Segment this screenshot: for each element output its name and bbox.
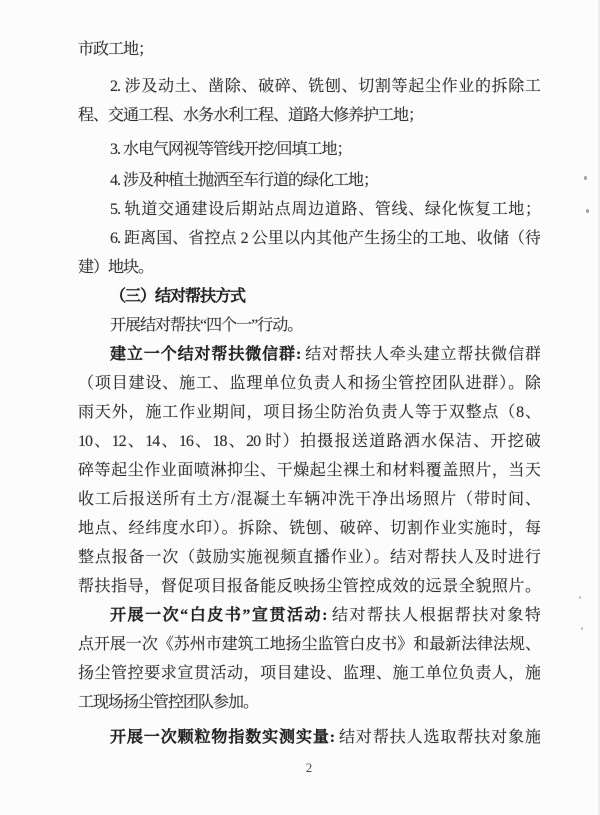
- lead-rest-text: 结对帮扶人选取帮扶对象施: [334, 729, 540, 746]
- text-line: 10、12、14、16、18、20 时）拍摄报送道路洒水保洁、开挖破: [78, 433, 540, 450]
- lead-rest-text: 结对帮扶人牵头建立帮扶微信群: [300, 346, 540, 363]
- bold-lead-text: 开展一次颗粒物指数实测实量:: [110, 729, 335, 746]
- text-line: （项目建设、施工、监理单位负责人和扬尘管控团队进群）。除: [78, 375, 540, 392]
- text-line: 雨天外，施工作业期间，项目扬尘防治负责人等于双整点（8、: [78, 404, 540, 421]
- scan-artifact: [586, 209, 589, 213]
- text-line: 帮扶指导，督促项目报备能反映扬尘管控成效的远景全貌照片。: [78, 578, 540, 595]
- text-line: 工现场扬尘管控团队参加。: [78, 694, 259, 711]
- paragraph-lead-line: [78, 724, 540, 753]
- text-line: 整点报备一次（鼓励实施视频直播作业）。结对帮扶人及时进行: [78, 549, 540, 566]
- section-heading: （三）结对帮扶方式: [110, 288, 246, 305]
- scan-artifact: [581, 627, 583, 630]
- text-line: 地点、经纬度水印）。拆除、铣刨、破碎、切割作业实施时，每: [78, 520, 540, 537]
- bold-lead-text: 建立一个结对帮扶微信群:: [110, 346, 301, 363]
- text-line: 6. 距离国、省控点 2 公里以内其他产生扬尘的工地、收储（待: [110, 230, 540, 247]
- text-line: 点开展一次《苏州市建筑工地扬尘监管白皮书》和最新法律法规、: [78, 636, 540, 653]
- paragraph-lead-line: [78, 341, 540, 370]
- text-line: 4. 涉及种植土抛洒至车行道的绿化工地；: [110, 172, 379, 189]
- text-line: 程、交通工程、水务水利工程、道路大修养护工地；: [78, 107, 424, 124]
- text-line: 2. 涉及动土、凿除、破碎、铣刨、切割等起尘作业的拆除工: [110, 78, 540, 95]
- text-line: 市政工地；: [78, 41, 154, 58]
- text-line: 收工后报送所有土方/混凝土车辆冲洗干净出场照片（带时间、: [78, 491, 540, 508]
- page-number: 2: [305, 760, 313, 775]
- text-line: 碎等起尘作业面喷淋抑尘、干燥起尘裸土和材料覆盖照片，当天: [78, 462, 540, 479]
- bold-lead-text: 开展一次“白皮书”宣贯活动:: [110, 607, 327, 624]
- text-line: 建）地块。: [78, 259, 154, 276]
- text-line: 5. 轨道交通建设后期站点周边道路、管线、绿化恢复工地；: [110, 201, 540, 218]
- scan-artifact: [579, 596, 581, 599]
- paragraph-lead-line: [78, 602, 540, 631]
- text-line: 开展结对帮扶“四个一”行动。: [110, 317, 303, 334]
- scan-artifact: [584, 176, 587, 180]
- document-body: [78, 36, 540, 753]
- text-line: 扬尘管控要求宣贯活动，项目建设、监理、施工单位负责人，施: [78, 665, 540, 682]
- lead-rest-text: 结对帮扶人根据帮扶对象特: [326, 607, 540, 624]
- text-line: 3. 水电气网视等管线开挖/回填工地；: [110, 141, 352, 158]
